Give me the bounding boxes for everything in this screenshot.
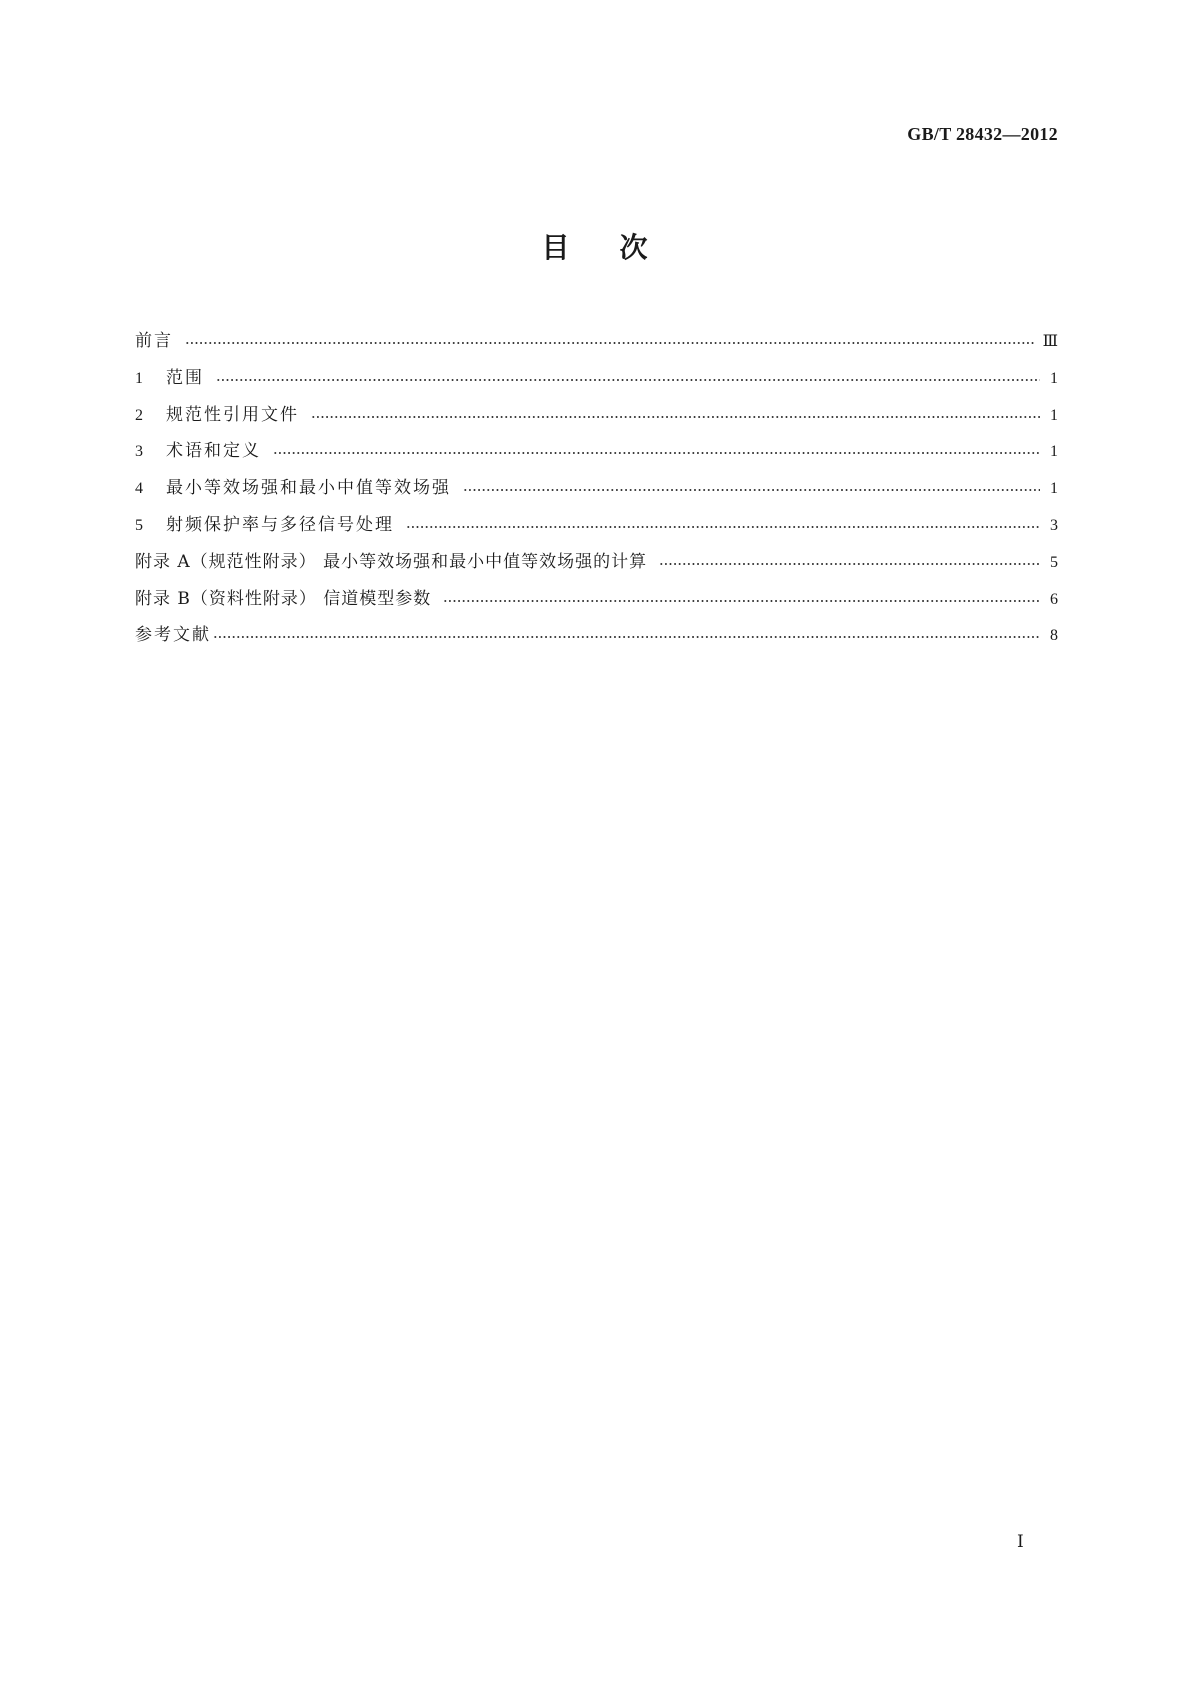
toc-entry-page: 1: [1050, 443, 1058, 461]
toc-entry-page: 1: [1050, 406, 1058, 424]
toc-entry-label: 参考文献: [135, 625, 211, 646]
toc-entry-field-strength[interactable]: [135, 470, 1058, 507]
page-title-char-1: 目: [541, 231, 572, 264]
toc-entry-page: Ⅲ: [1042, 333, 1058, 350]
toc-entry-annex-a[interactable]: [135, 544, 1058, 581]
toc-entry-normative-references[interactable]: [135, 397, 1058, 434]
toc-entry-label: 范围: [166, 367, 204, 388]
page-number: Ⅰ: [1017, 1532, 1024, 1551]
toc-entry-page: 1: [1050, 369, 1058, 387]
toc-entry-bibliography[interactable]: [135, 617, 1058, 654]
toc-entry-label: 术语和定义: [166, 441, 261, 462]
toc-entry-page: 3: [1050, 516, 1058, 534]
toc-entry-page: 6: [1050, 590, 1058, 608]
standard-code: GB/T 28432—2012: [907, 124, 1058, 144]
toc-dot-leader: [273, 439, 1040, 456]
page-title-char-2: 次: [619, 231, 650, 264]
toc-dot-leader: [185, 329, 1035, 346]
table-of-contents: [135, 323, 1058, 654]
toc-entry-annex-b[interactable]: [135, 581, 1058, 618]
toc-entry-terms-definitions[interactable]: [135, 433, 1058, 470]
toc-entry-number: 2: [135, 406, 143, 424]
toc-dot-leader: [213, 623, 1040, 640]
toc-entry-number: 4: [135, 480, 143, 498]
toc-entry-page: 5: [1050, 553, 1058, 571]
toc-dot-leader: [216, 366, 1040, 383]
toc-entry-label: 规范性引用文件: [166, 404, 299, 425]
toc-entry-label: 最小等效场强和最小中值等效场强: [166, 478, 451, 499]
toc-entry-label: 附录 B（资料性附录） 信道模型参数: [135, 588, 432, 609]
toc-entry-label: 附录 A（规范性附录） 最小等效场强和最小中值等效场强的计算: [135, 551, 648, 572]
toc-entry-label: 射频保护率与多径信号处理: [166, 514, 394, 535]
toc-entry-scope[interactable]: [135, 360, 1058, 397]
toc-entry-number: 5: [135, 516, 143, 534]
toc-dot-leader: [443, 587, 1040, 604]
toc-entry-protection-ratio[interactable]: [135, 507, 1058, 544]
toc-dot-leader: [311, 403, 1040, 420]
toc-dot-leader: [463, 476, 1040, 493]
page-title: [0, 226, 1191, 266]
toc-entry-foreword[interactable]: [135, 323, 1058, 360]
toc-entry-number: 3: [135, 443, 143, 461]
toc-entry-label: 前言: [135, 331, 173, 351]
toc-entry-page: 8: [1050, 627, 1058, 645]
toc-entry-page: 1: [1050, 480, 1058, 498]
toc-dot-leader: [406, 513, 1040, 530]
toc-entry-number: 1: [135, 369, 143, 387]
toc-dot-leader: [659, 550, 1040, 567]
